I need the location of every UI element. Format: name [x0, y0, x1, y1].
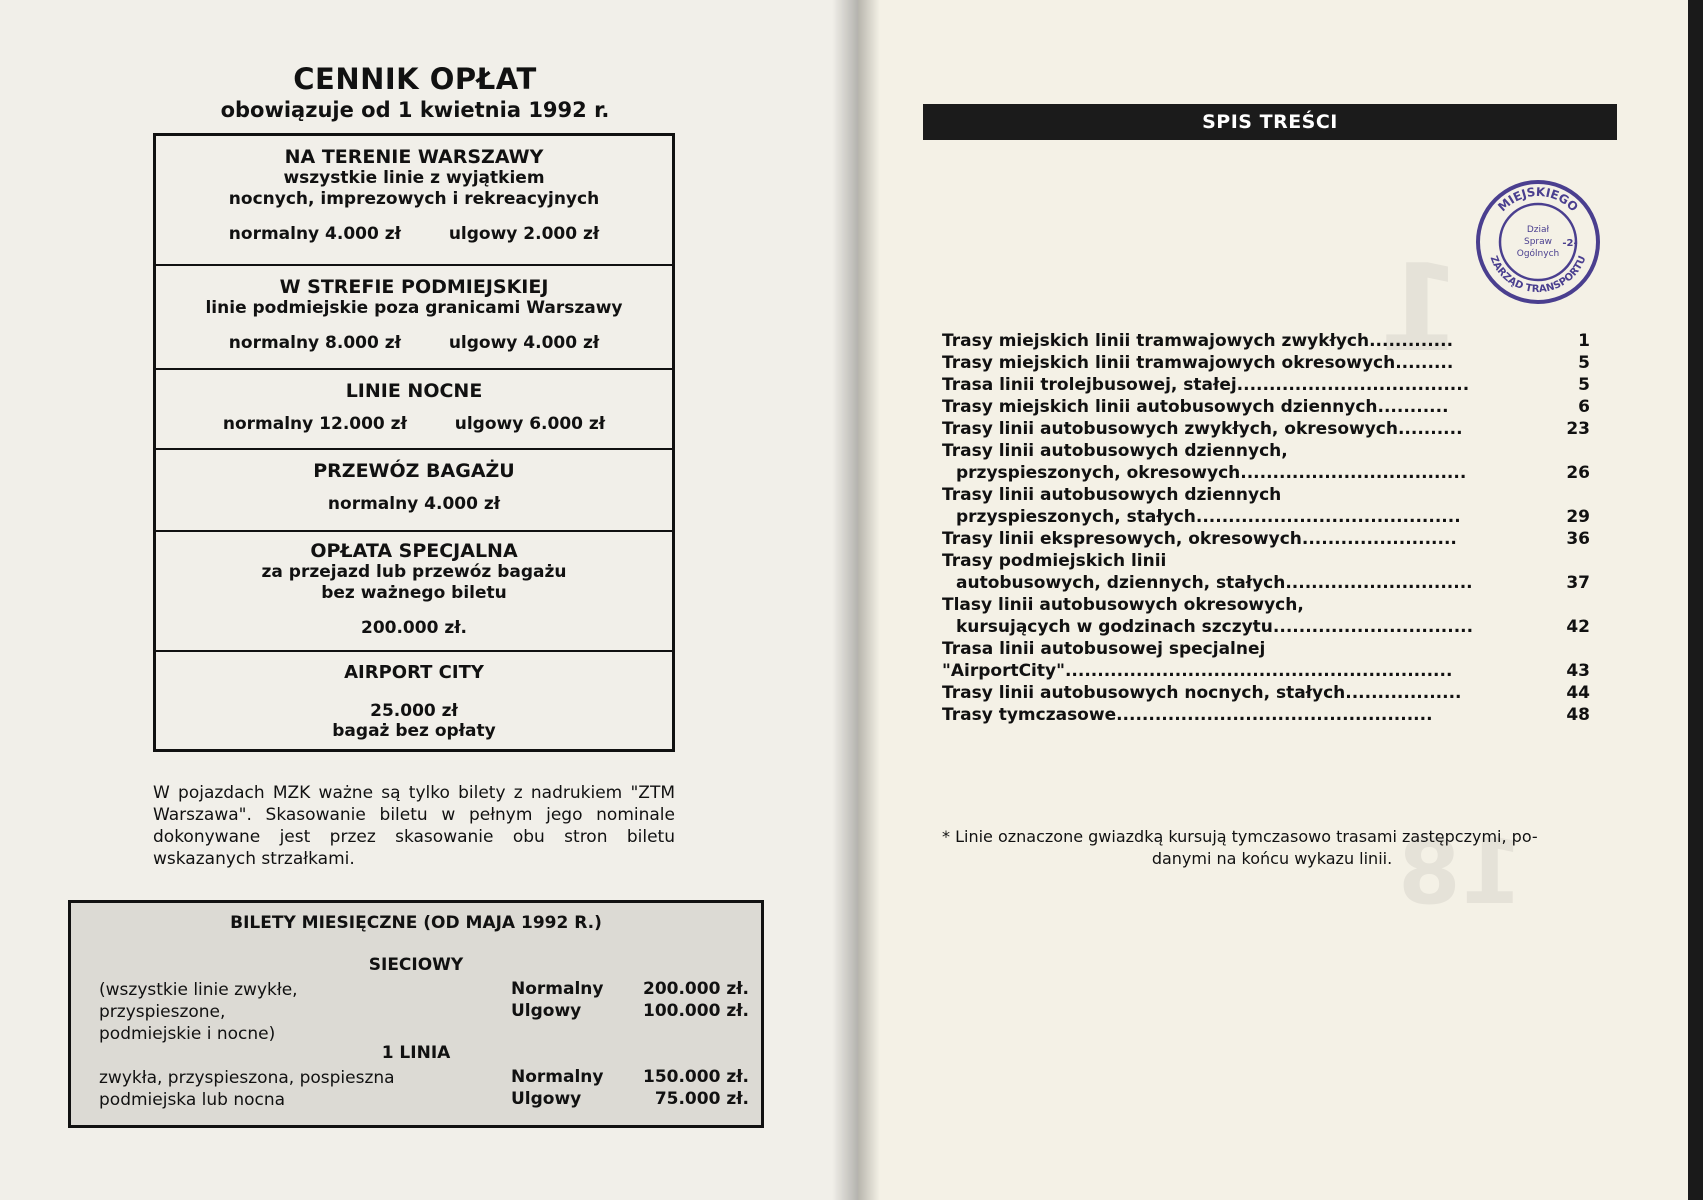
section-heading: OPŁATA SPECJALNA	[310, 540, 518, 562]
section-heading: W STREFIE PODMIEJSKIEJ	[279, 276, 549, 298]
section-subtext: bagaż bez opłaty	[332, 721, 496, 741]
price-normal: normalny 8.000 zł	[228, 333, 401, 353]
toc-entry-text: Tlasy linii autobusowych okresowych,	[942, 595, 1304, 615]
toc-entry-text: Trasa linii autobusowej specjalnej	[942, 639, 1266, 659]
footnote	[942, 826, 1602, 870]
toc-page-number: 37	[1566, 573, 1590, 593]
toc-entry[interactable]	[942, 374, 1596, 396]
toc-entry[interactable]	[942, 660, 1596, 682]
price-normal: normalny 12.000 zł	[222, 414, 407, 434]
toc-entry-text: autobusowych, dziennych, stałych.............................	[956, 573, 1473, 593]
toc-entry[interactable]	[942, 594, 1596, 616]
toc-entry[interactable]	[942, 352, 1596, 374]
toc-entry-text: Trasy miejskich linii autobusowych dziennych...........	[942, 397, 1449, 417]
price-row-reduced	[511, 1001, 749, 1023]
group-name: 1 LINIA	[381, 1043, 451, 1063]
toc-page-number: 48	[1566, 705, 1590, 725]
toc-entry-text: przyspieszonych, okresowych...................................	[956, 463, 1467, 483]
toc-entry[interactable]	[942, 484, 1596, 506]
toc-entry-text: Trasy linii autobusowych dziennych	[942, 485, 1282, 505]
spine-shadow	[832, 0, 858, 1200]
stamp-number: -2-	[1562, 238, 1578, 249]
toc-page-number: 1	[1578, 331, 1590, 351]
toc-entry-text: Trasy miejskich linii tramwajowych zwykłych.............	[942, 331, 1454, 351]
section-subtext: nocnych, imprezowych i rekreacyjnych	[228, 189, 600, 209]
section-subtext: bez ważnego biletu	[321, 583, 507, 603]
desc-line: zwykła, przyspieszona, pospieszna	[99, 1068, 395, 1088]
section-prices	[156, 224, 672, 244]
bleed-through-numbers: 1	[1378, 240, 1462, 379]
monthly-tickets-box	[68, 900, 764, 1128]
desc-line: podmiejskie i nocne)	[99, 1024, 276, 1044]
toc-page-number: 6	[1578, 397, 1590, 417]
stamp-center-line: Spraw	[1523, 237, 1553, 247]
toc-page-number: 23	[1566, 419, 1590, 439]
table-of-contents	[942, 330, 1596, 726]
section-price: 25.000 zł	[370, 701, 458, 721]
toc-entry[interactable]	[942, 572, 1596, 594]
toc-entry-text: Trasy linii autobusowych zwykłych, okresowych..........	[942, 419, 1463, 439]
toc-entry[interactable]	[942, 682, 1596, 704]
toc-page-number: 44	[1566, 683, 1590, 703]
price-normal: normalny 4.000 zł	[228, 224, 401, 244]
section-subtext: za przejazd lub przewóz bagażu	[261, 562, 567, 582]
price-value: 100.000 zł.	[642, 1001, 749, 1021]
section-price: normalny 4.000 zł	[327, 494, 501, 514]
price-row-normal	[511, 979, 749, 1001]
price-value: 75.000 zł.	[654, 1089, 749, 1109]
toc-page-number: 36	[1566, 529, 1590, 549]
toc-entry-text: Trasy linii ekspresowych, okresowych........................	[942, 529, 1457, 549]
toc-entry[interactable]	[942, 528, 1596, 550]
toc-entry[interactable]	[942, 616, 1596, 638]
fare-section-night	[156, 370, 672, 450]
fare-section-special	[156, 532, 672, 652]
section-prices	[156, 414, 672, 434]
desc-line: podmiejska lub nocna	[99, 1090, 286, 1110]
toc-page-number: 26	[1566, 463, 1590, 483]
toc-entry-text: "AirportCity"............................................................	[942, 661, 1453, 681]
toc-entry-text: kursujących w godzinach szczytu...............................	[956, 617, 1474, 637]
toc-entry[interactable]	[942, 418, 1596, 440]
price-reduced: ulgowy 6.000 zł	[454, 414, 606, 434]
toc-entry[interactable]	[942, 506, 1596, 528]
price-value: 150.000 zł.	[642, 1067, 749, 1087]
toc-entry-text: Trasy miejskich linii tramwajowych okresowych.........	[942, 353, 1454, 373]
group-name: SIECIOWY	[368, 955, 464, 975]
desc-line: (wszystkie linie zwykłe, przyspieszone,	[99, 980, 298, 1022]
toc-entry-text: Trasy linii autobusowych dziennych,	[942, 441, 1288, 461]
section-heading: NA TERENIE WARSZAWY	[284, 146, 544, 168]
fare-section-warsaw	[156, 136, 672, 266]
section-prices	[156, 333, 672, 353]
toc-entry-text: Trasy podmiejskich linii	[942, 551, 1167, 571]
spine-shadow	[858, 0, 880, 1200]
stamp-center-line: Dział	[1526, 225, 1550, 235]
toc-page-number: 42	[1566, 617, 1590, 637]
bleed-through-numbers: 18	[1398, 820, 1524, 925]
price-label: Ulgowy	[511, 1089, 582, 1109]
toc-entry-text: Trasa linii trolejbusowej, stałej....................................	[942, 375, 1470, 395]
price-row-normal	[511, 1067, 749, 1089]
price-value: 200.000 zł.	[642, 979, 749, 999]
section-price: 200.000 zł.	[360, 618, 467, 638]
price-label: Ulgowy	[511, 1001, 582, 1021]
group-description	[99, 1067, 419, 1111]
stamp-top-text: MIEJSKIEGO	[1495, 184, 1581, 215]
price-reduced: ulgowy 4.000 zł	[448, 333, 600, 353]
group-description	[99, 979, 419, 1045]
stamp-center-line: Ogólnych	[1516, 249, 1560, 259]
price-row-reduced	[511, 1089, 749, 1111]
fare-section-suburban	[156, 266, 672, 370]
price-label: Normalny	[511, 1067, 604, 1087]
fare-table	[153, 133, 675, 752]
toc-page-number: 5	[1578, 353, 1590, 373]
footnote-line: * Linie oznaczone gwiazdką kursują tymczasowo trasami zastępczymi, po-	[942, 827, 1538, 846]
price-label: Normalny	[511, 979, 604, 999]
fare-section-airport	[156, 652, 672, 752]
section-subtext: wszystkie linie z wyjątkiem	[283, 168, 545, 188]
page-title: CENNIK OPŁAT	[293, 62, 537, 96]
toc-entry[interactable]	[942, 550, 1596, 572]
toc-entry-text: przyspieszonych, stałych.........................................	[956, 507, 1461, 527]
ticket-validity-note: W pojazdach MZK ważne są tylko bilety z nadrukiem "ZTM Warszawa". Skasowanie biletu w pełnym jego nominale dokonywane jest przez skasowanie obu stron biletu wskazanych strzałkami.	[153, 783, 675, 869]
toc-page-number: 5	[1578, 375, 1590, 395]
section-subtext: linie podmiejskie poza granicami Warszawy	[205, 298, 623, 318]
fare-section-luggage	[156, 450, 672, 532]
section-heading: LINIE NOCNE	[345, 380, 483, 402]
office-stamp	[1474, 178, 1602, 306]
toc-entry[interactable]	[942, 462, 1596, 484]
section-heading: PRZEWÓZ BAGAŻU	[313, 460, 515, 482]
toc-page-number: 43	[1566, 661, 1590, 681]
section-heading: AIRPORT CITY	[344, 662, 484, 683]
toc-entry-text: Trasy tymczasowe.................................................	[942, 705, 1433, 725]
toc-entry[interactable]	[942, 704, 1596, 726]
footnote-line: danymi na końcu wykazu linii.	[1151, 849, 1393, 868]
toc-page-number: 29	[1566, 507, 1590, 527]
toc-entry[interactable]	[942, 440, 1596, 462]
page-subtitle: obowiązuje od 1 kwietnia 1992 r.	[220, 98, 610, 122]
toc-entry-text: Trasy linii autobusowych nocnych, stałych..................	[942, 683, 1462, 703]
toc-entry[interactable]	[942, 396, 1596, 418]
stamp-bottom-text: ZARZĄD TRANSPORTU	[1487, 254, 1589, 296]
toc-entry[interactable]	[942, 638, 1596, 660]
toc-title: SPIS TREŚCI	[923, 104, 1617, 140]
price-reduced: ulgowy 2.000 zł	[448, 224, 600, 244]
toc-entry[interactable]	[942, 330, 1596, 352]
stamp-icon	[1474, 178, 1602, 306]
monthly-title: BILETY MIESIĘCZNE (OD MAJA 1992 R.)	[230, 913, 602, 933]
